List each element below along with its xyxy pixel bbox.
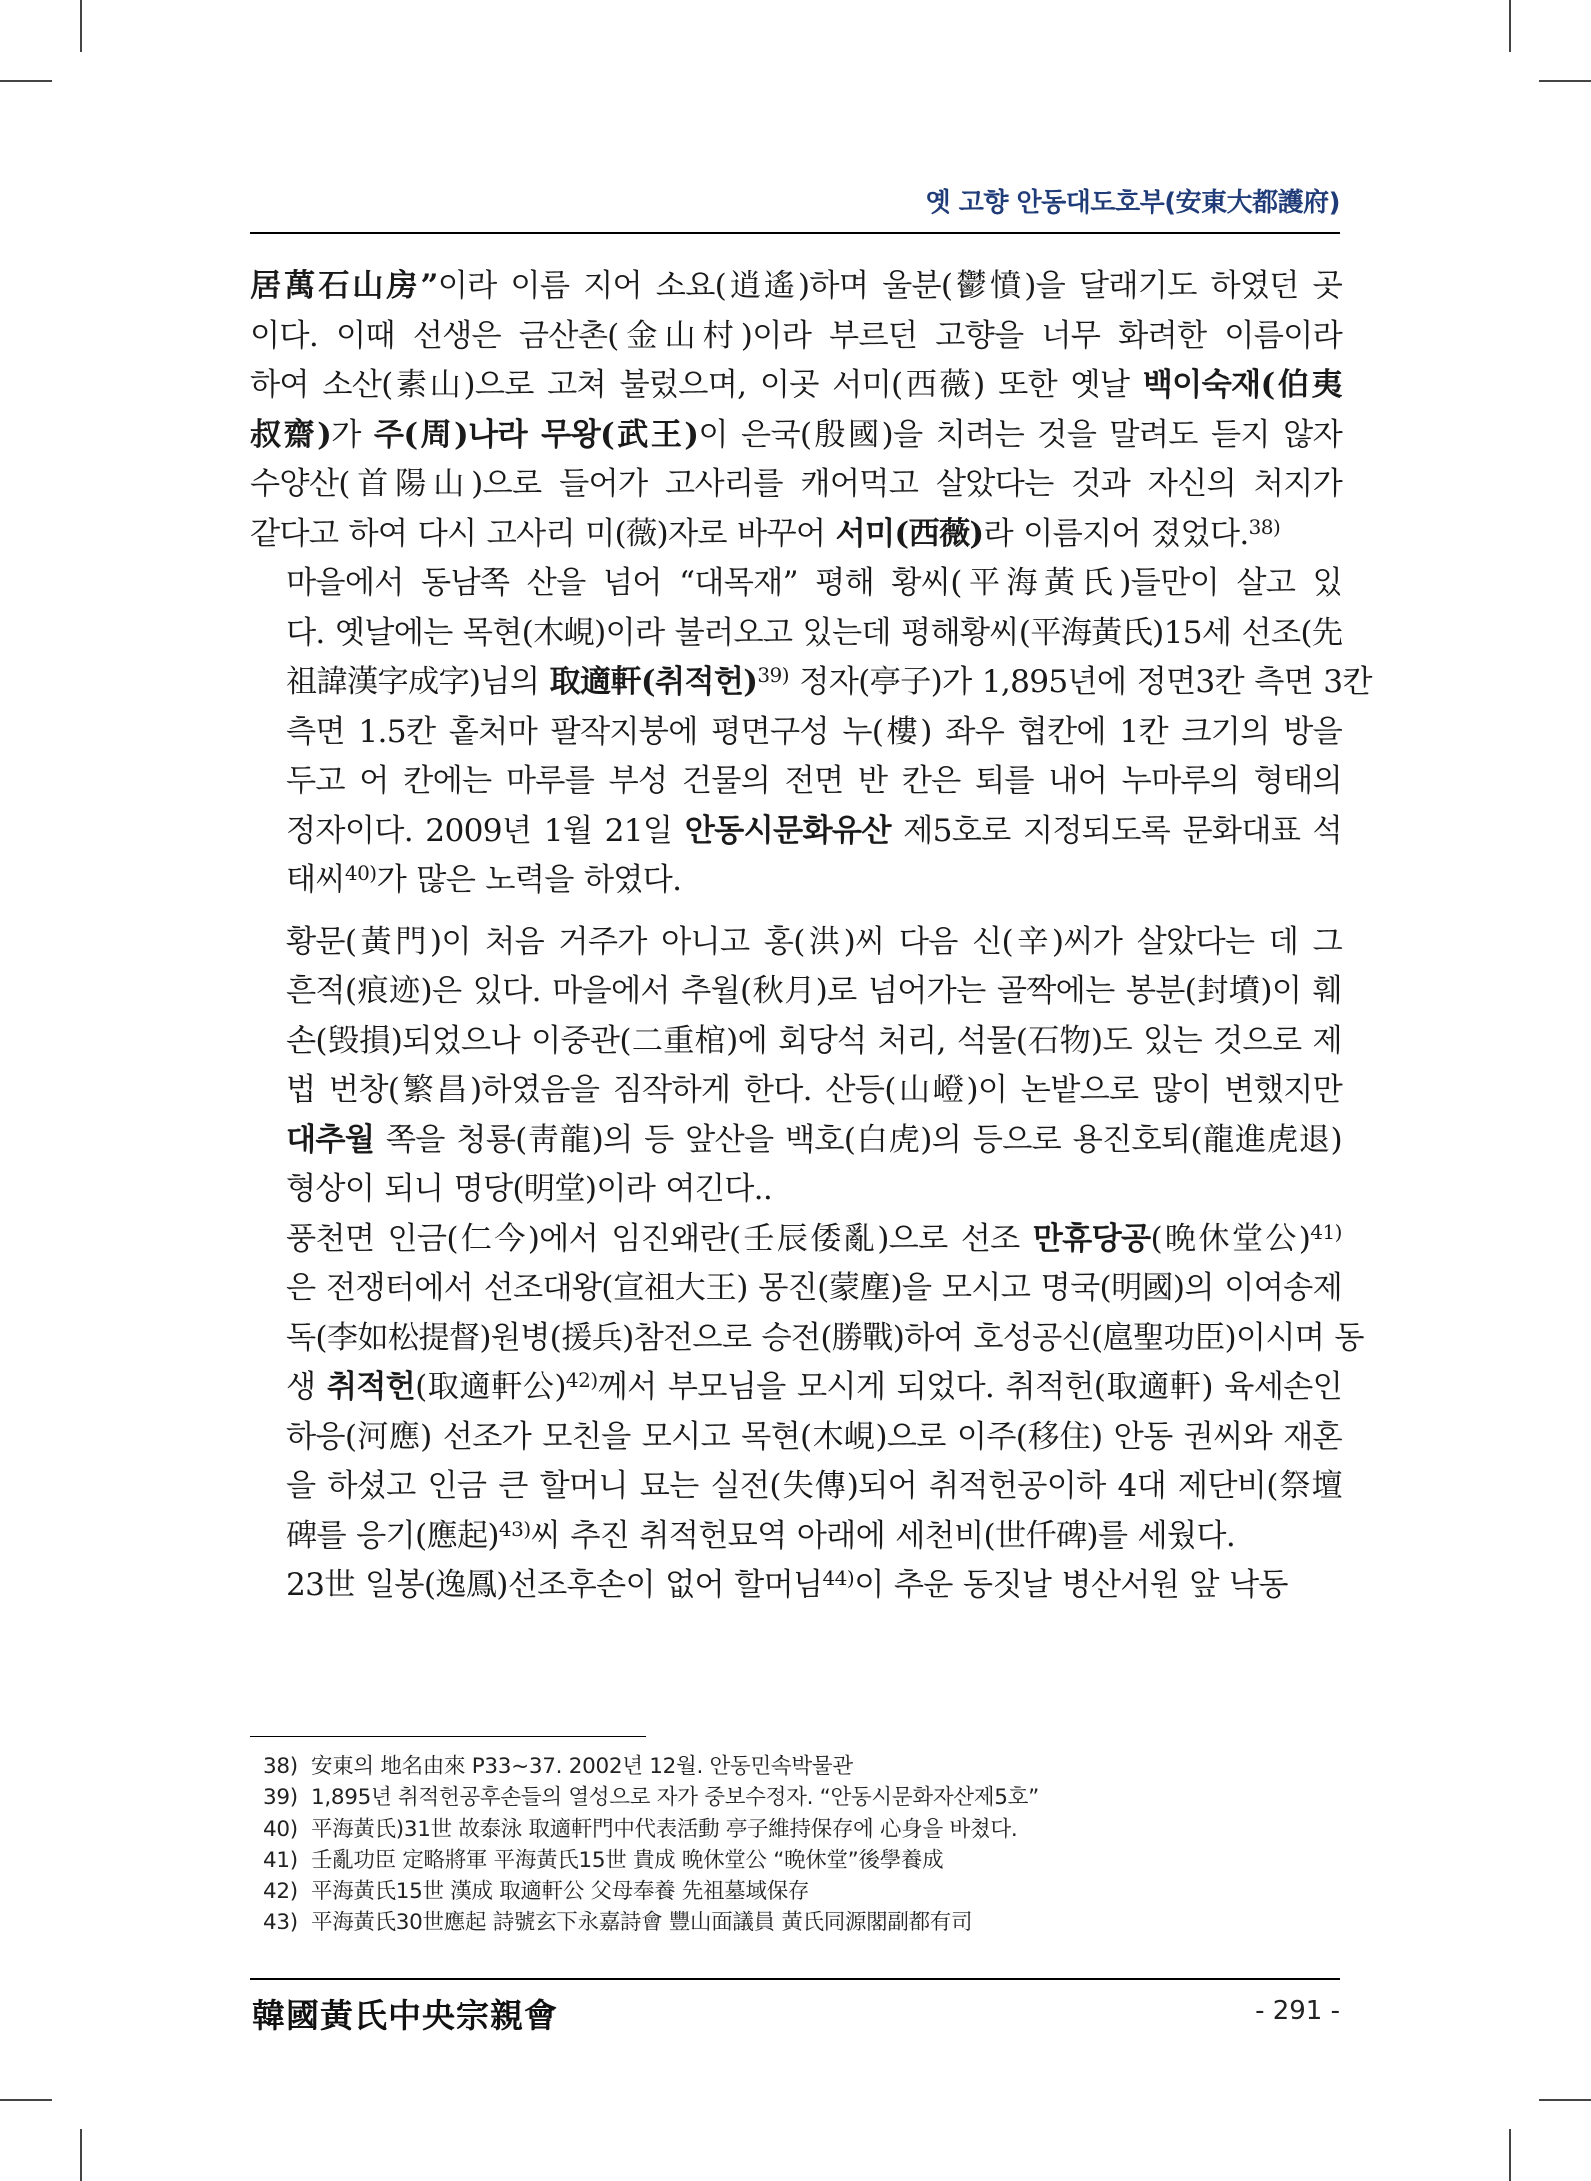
text-line: 祖諱漢字成字)님의 取適軒(취적헌)$^{39)}$ 정자(亭子)가 1,895년에 정면3칸 측면 3칸 (286, 663, 1372, 700)
crop-mark (1539, 80, 1591, 82)
text-line: 叔齋)가 주(周)나라 무왕(武王)이 은국(殷國)을 치려는 것을 말려도 듣지 않자 (250, 416, 1342, 453)
text-line: 황문(黃門)이 처음 거주가 아니고 홍(洪)씨 다음 신(辛)씨가 살았다는 데 그 (286, 923, 1342, 960)
header-rule (250, 232, 1340, 234)
text-line: 碑를 응기(應起)$^{43)}$씨 추진 취적헌묘역 아래에 세천비(世仟碑)를 세웠다. (286, 1516, 1236, 1554)
crop-mark (1509, 0, 1511, 52)
footnotes (263, 1751, 1343, 1939)
text-line: 수양산(首陽山)으로 들어가 고사리를 캐어먹고 살았다는 것과 자신의 처지가 (250, 466, 1342, 502)
paragraph (250, 559, 1372, 906)
paragraph (250, 262, 1342, 559)
footnote-rule (250, 1736, 646, 1737)
paragraph (250, 918, 1342, 1215)
crop-mark (1539, 2099, 1591, 2101)
page-number: - 291 - (1255, 1996, 1340, 2026)
paragraph (250, 1561, 1342, 1611)
footnote: 41) 壬亂功臣 定略將軍 平海黃氏15世 貴成 晩休堂公 “晩休堂”後學養成 (263, 1847, 944, 1873)
text-line: 하응(河應) 선조가 모친을 모시고 목현(木峴)으로 이주(移住) 안동 권씨와 재혼 (286, 1418, 1342, 1455)
footnote: 43) 平海黃氏30世應起 詩號玄下永嘉詩會 豐山面議員 黃氏同源閣副都有司 (263, 1910, 973, 1936)
crop-mark (80, 0, 82, 52)
text-line: 정자이다. 2009년 1월 21일 안동시문화유산 제5호로 지정되도록 문화대표 석 (286, 812, 1342, 849)
text-line: 다. 옛날에는 목현(木峴)이라 불러오고 있는데 평해황씨(平海黃氏)15세 선조(先 (286, 614, 1343, 651)
text-line: 23世 일봉(逸鳳)선조후손이 없어 할머님$^{44)}$이 추운 동짓날 병산서원 앞 낙동 (286, 1566, 1288, 1603)
text-line: 형상이 되니 명당(明堂)이라 여긴다.. (286, 1171, 773, 1207)
footer-organization: 韓國黃氏中央宗親會 (252, 1996, 558, 2035)
text-line: 은 전쟁터에서 선조대왕(宣祖大王) 몽진(蒙塵)을 모시고 명국(明國)의 이여송제 (286, 1270, 1342, 1306)
body-text (250, 262, 1372, 1611)
footnote: 38) 安東의 地名由來 P33~37. 2002년 12월. 안동민속박물관 (263, 1754, 853, 1779)
footnote: 40) 平海黃氏)31世 故泰泳 取適軒門中代表活動 亭子維持保存에 心身을 바쳤다. (263, 1816, 1018, 1842)
text-line: 측면 1.5칸 홑처마 팔작지붕에 평면구성 누(樓) 좌우 협칸에 1칸 크기의 방을 (286, 713, 1342, 750)
text-line: 독(李如松提督)원병(援兵)참전으로 승전(勝戰)하여 호성공신(扈聖功臣)이시며 동 (286, 1319, 1364, 1356)
text-line: 하여 소산(素山)으로 고쳐 불렀으며, 이곳 서미(西薇) 또한 옛날 백이숙재(伯夷 (250, 367, 1342, 403)
text-line: 태씨$^{40)}$가 많은 노력을 하였다. (286, 861, 682, 898)
text-line: 居萬石山房”이라 이름 지어 소요(逍遙)하며 울분(鬱憤)을 달래기도 하였던 곳 (250, 268, 1342, 304)
text-line: 마을에서 동남쪽 산을 넘어 “대목재” 평해 황씨(平海黃氏)들만이 살고 있 (286, 565, 1342, 601)
footnote: 42) 平海黃氏15世 漢成 取適軒公 父母奉養 先祖墓域保存 (263, 1879, 810, 1905)
crop-mark (1509, 2129, 1511, 2181)
text-line: 두고 어 칸에는 마루를 부성 건물의 전면 반 칸은 퇴를 내어 누마루의 형태의 (286, 763, 1342, 799)
text-line: 같다고 하여 다시 고사리 미(薇)자로 바꾸어 서미(西薇)라 이름지어 졌었다.$^{38)}$ (250, 514, 1281, 552)
crop-mark (0, 80, 52, 82)
paragraph (250, 1215, 1364, 1562)
crop-mark (80, 2129, 82, 2181)
crop-mark (0, 2099, 52, 2101)
text-line: 풍천면 인금(仁今)에서 임진왜란(壬辰倭亂)으로 선조 만휴당공(晩休堂公)$^{41)}$ (286, 1219, 1342, 1257)
text-line: 을 하셨고 인금 큰 할머니 묘는 실전(失傳)되어 취적헌공이하 4대 제단비(祭壇 (286, 1468, 1342, 1504)
text-line: 생 취적헌(取適軒公)$^{42)}$께서 부모님을 모시게 되었다. 취적헌(取適軒) 육세손인 (286, 1368, 1342, 1405)
running-header: 옛 고향 안동대도호부(安東大都護府) (925, 188, 1340, 218)
text-line: 손(毁損)되었으나 이중관(二重棺)에 회당석 처리, 석물(石物)도 있는 것으로 제 (286, 1022, 1342, 1059)
text-line: 법 번창(繁昌)하였음을 짐작하게 한다. 산등(山嶝)이 논밭으로 많이 변했지만 (286, 1072, 1342, 1108)
text-line: 흔적(痕迹)은 있다. 마을에서 추월(秋月)로 넘어가는 골짝에는 봉분(封墳)이 훼 (286, 973, 1342, 1009)
footer-rule (250, 1978, 1340, 1980)
text-line: 대추월 쪽을 청룡(靑龍)의 등 앞산을 백호(白虎)의 등으로 용진호퇴(龍進虎退) (286, 1121, 1342, 1158)
text-line: 이다. 이때 선생은 금산촌(金山村)이라 부르던 고향을 너무 화려한 이름이라 (250, 317, 1342, 354)
footnote: 39) 1,895년 취적헌공후손들의 열성으로 자가 중보수정자. “안동시문화자산제5호” (263, 1785, 1039, 1811)
